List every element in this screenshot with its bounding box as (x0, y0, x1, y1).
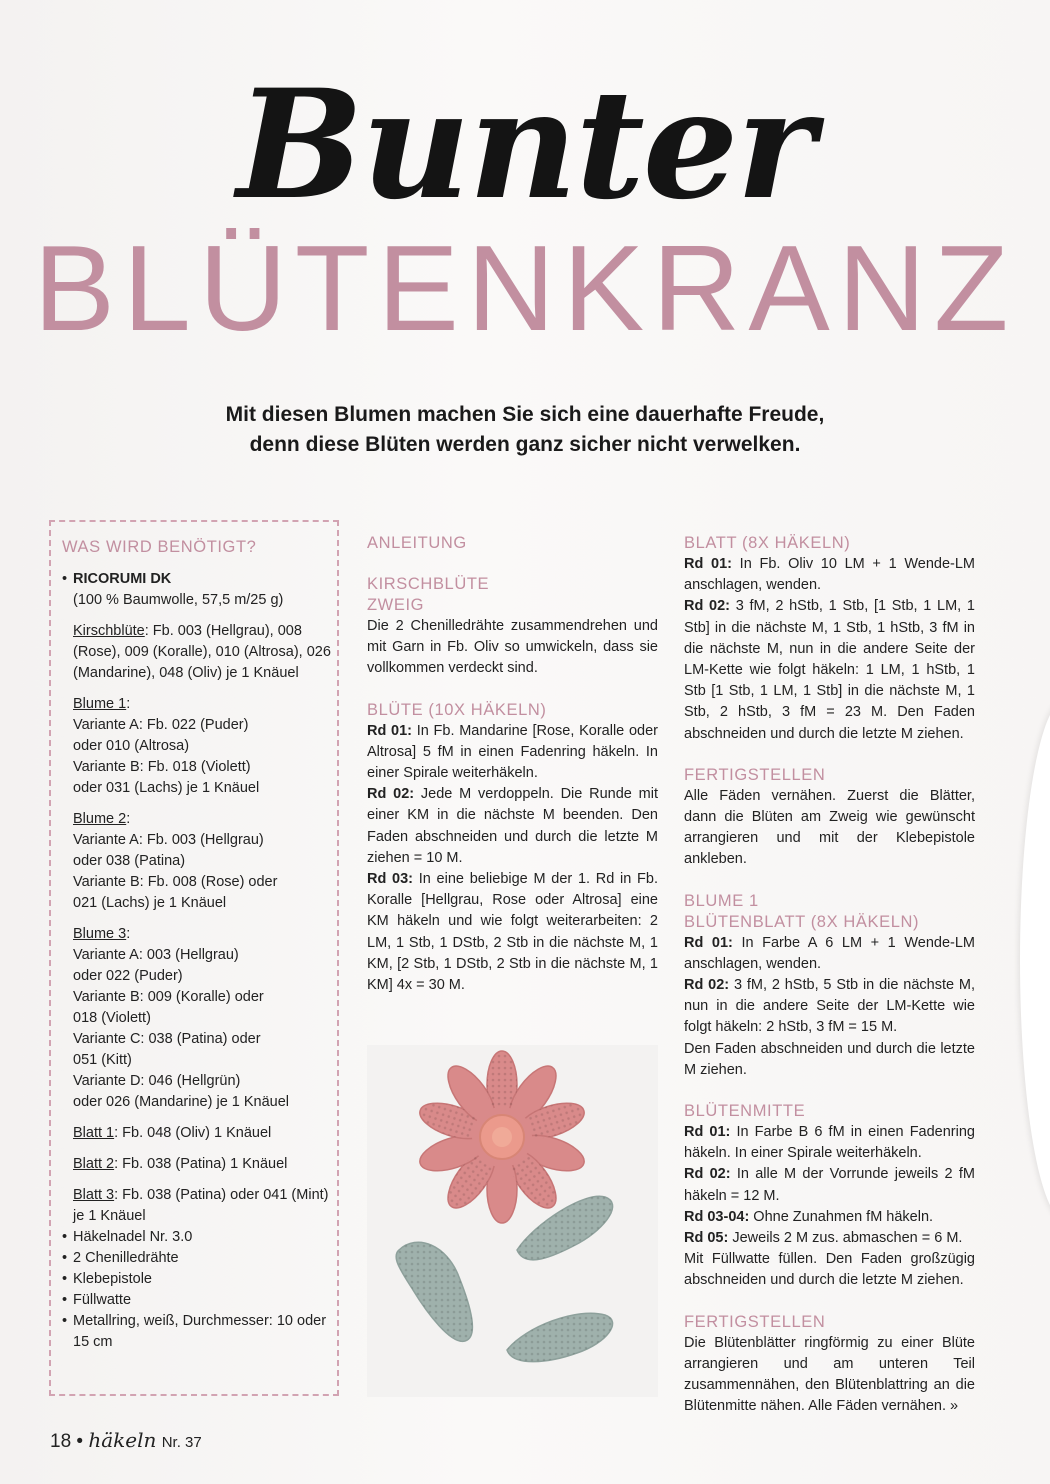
instructions-column-right (684, 533, 975, 1418)
blume3-label: Blume 3 (73, 926, 127, 942)
blatt2-text: : Fb. 038 (Patina) 1 Knäuel (114, 1156, 288, 1172)
materials-heading: WAS WIRD BENÖTIGT? (62, 538, 257, 556)
blume1-line: Variante B: Fb. 018 (Violett) (73, 759, 251, 775)
blatt3-label: Blatt 3 (73, 1187, 115, 1203)
materials-list (62, 569, 337, 1353)
round-02: Rd 02: Jede M verdoppeln. Die Runde mit einer KM in die nächste M beenden. Den Faden abschneiden und durch die letzte M ziehen = 10 M. (367, 786, 658, 866)
mitte-heading: BLÜTENMITTE (684, 1102, 806, 1121)
blume1-materials: Blume 1: Variante A: Fb. 022 (Puder) oder 010 (Altrosa) Variante B: Fb. 018 (Violett) oder 031 (Lachs) je 1 Knäuel (62, 694, 337, 799)
blume1-line: oder 031 (Lachs) je 1 Knäuel (73, 780, 260, 796)
kirsch-materials (62, 621, 337, 684)
round-03: Rd 03: In eine beliebige M der 1. Rd in Fb. Koralle [Hellgrau, Rose oder Altrosa] eine KM häkeln und wie folgt weiterarbeiten: 2 LM, 1 Stb, 1 DStb, 2 Stb in die nächste M, 1 KM, [2 Stb, 1 DStb, 2 Stb in die nächste M, 1 KM] 4x = 30 M. (367, 871, 658, 994)
plate-edge (1020, 700, 1050, 1220)
blume2-line: 021 (Lachs) je 1 Knäuel (73, 895, 227, 911)
blume1-line: oder 010 (Altrosa) (73, 738, 190, 754)
blatt-round-02: Rd 02: 3 fM, 2 hStb, 1 Stb, [1 Stb, 1 LM, 1 Stb] in die nächste M, 1 Stb, 1 hStb, 3 fM in die nächste M, nun in die andere Seite der LM-Kette wie folgt häkeln: 1 LM, 1 hStb, 1 Stb [1 Stb, 1 LM, 1 Stb] in die nächste M, 1 Stb, 2 hStb, 3 fM = 23 M. Den Faden abschneiden und durch die letzte M ziehen. (684, 598, 975, 742)
blume3-line: Variante D: 046 (Hellgrün) (73, 1073, 241, 1089)
blume3-line: Variante B: 009 (Koralle) oder (73, 989, 264, 1005)
blatt3-materials (62, 1185, 337, 1227)
instructions-column (367, 533, 658, 996)
materials-box (49, 520, 339, 1396)
intro-line-1: Mit diesen Blumen machen Sie sich eine dauerhafte Freude, (225, 403, 825, 426)
list-item: • Metallring, weiß, Durchmesser: 10 oder 15 cm (62, 1311, 337, 1353)
blume1-heading: BLUME 1 BLÜTENBLATT (8X HÄKELN) (684, 891, 920, 931)
blume2-line: Variante B: Fb. 008 (Rose) oder (73, 874, 278, 890)
blatt-round-01: Rd 01: In Fb. Oliv 10 LM + 1 Wende-LM anschlagen, wenden. (684, 556, 975, 594)
intro-text (100, 400, 950, 460)
flower-icon (416, 1051, 589, 1223)
zweig-text: Die 2 Chenilledrähte zusammendrehen und mit Garn in Fb. Oliv so umwickeln, dass sie vollkommen verdeckt sind. (367, 618, 658, 677)
blatt2-label: Blatt 2 (73, 1156, 115, 1172)
intro-line-2: denn diese Blüten werden ganz sicher nicht verwelken. (249, 433, 801, 456)
blume2-line: Variante A: Fb. 003 (Hellgrau) (73, 832, 264, 848)
kirsch-label: Kirschblüte (73, 623, 145, 639)
blume3-line: 051 (Kitt) (73, 1052, 132, 1068)
blume1-line: Variante A: Fb. 022 (Puder) (73, 717, 249, 733)
footer-bullet: • (76, 1431, 84, 1452)
blatt2-materials (62, 1154, 337, 1175)
mitte-end: Mit Füllwatte füllen. Den Faden großzügig abschneiden und durch die letzte M ziehen. (684, 1251, 975, 1289)
bb-end: Den Faden abschneiden und durch die letzte M ziehen. (684, 1040, 975, 1078)
page-title: BLÜTENKRANZ (33, 220, 1017, 356)
list-item: • Häkelnadel Nr. 3.0 (62, 1227, 337, 1248)
bb-round-01: Rd 01: In Farbe A 6 LM + 1 Wende-LM anschlagen, wenden. (684, 934, 975, 972)
title-script: Bunter (236, 57, 814, 233)
mitte-round-02: Rd 02: In alle M der Vorrunde jeweils 2 fM häkeln = 12 M. (684, 1166, 975, 1204)
blume3-line: Variante A: 003 (Hellgrau) (73, 947, 239, 963)
page-number: 18 (50, 1431, 72, 1452)
list-item: • 2 Chenilledrähte (62, 1248, 337, 1269)
blume3-line: 018 (Violett) (73, 1010, 151, 1026)
fertig-text: Alle Fäden vernähen. Zuerst die Blätter, dann die Blüten am Zweig wie gewünscht arrangieren und mit der Klebepistole ankleben. (684, 787, 975, 868)
blume1-label: Blume 1 (73, 696, 127, 712)
list-item (62, 569, 337, 590)
blatt3-text: : Fb. 038 (Patina) oder 041 (Mint) je 1 Knäuel (73, 1187, 329, 1224)
blume2-line: oder 038 (Patina) (73, 853, 186, 869)
blume2-materials: Blume 2: Variante A: Fb. 003 (Hellgrau) oder 038 (Patina) Variante B: Fb. 008 (Rose) oder 021 (Lachs) je 1 Knäuel (62, 809, 337, 914)
yarn-detail: (100 % Baumwolle, 57,5 m/25 g) (73, 592, 284, 608)
flower-and-leaves-image (367, 1045, 658, 1397)
list-item: • Klebepistole (62, 1269, 337, 1290)
list-item: • Füllwatte (62, 1290, 337, 1311)
mitte-round-0304: Rd 03-04: Ohne Zunahmen fM häkeln. (684, 1208, 934, 1225)
crochet-photo (367, 1045, 658, 1397)
magazine-name: häkeln (88, 1428, 157, 1452)
fertig2-heading: FERTIGSTELLEN (684, 1312, 826, 1331)
kirsch-heading: KIRSCHBLÜTE ZWEIG (367, 575, 490, 614)
blatt1-materials (62, 1123, 337, 1144)
mitte-round-01: Rd 01: In Farbe B 6 fM in einen Fadenring häkeln. In einer Spirale weiterhäkeln. (684, 1124, 975, 1162)
mitte-round-05: Rd 05: Jeweils 2 M zus. abmaschen = 6 M. (684, 1230, 963, 1247)
blume3-line: Variante C: 038 (Patina) oder (73, 1031, 261, 1047)
round-01: Rd 01: In Fb. Mandarine [Rose, Koralle oder Altrosa] 5 fM in einen Fadenring häkeln. In einer Spirale weiterhäkeln. (367, 722, 658, 782)
blatt1-text: : Fb. 048 (Oliv) 1 Knäuel (114, 1125, 272, 1141)
kirsch-text: : Fb. 003 (Hellgrau), 008 (Rose), 009 (Koralle), 010 (Altrosa), 026 (Mandarine), 048 (Oliv) je 1 Knäuel (73, 623, 331, 681)
bluete-heading: BLÜTE (10X HÄKELN) (367, 700, 547, 719)
blatt1-label: Blatt 1 (73, 1125, 115, 1141)
blume3-line: oder 026 (Mandarine) je 1 Knäuel (73, 1094, 290, 1110)
page-footer (50, 1428, 202, 1453)
bb-round-02: Rd 02: 3 fM, 2 hStb, 5 Stb in die nächste M, nun in die andere Seite der LM-Kette wie folgt häkeln: 2 hStb, 3 fM = 15 M. (684, 977, 975, 1036)
fertig2-text: Die Blütenblätter ringförmig zu einer Blüte arrangieren und am unteren Teil zusammennähen, den Blütenblattring an die Blütenmitte nähen. Alle Fäden vernähen. » (684, 1334, 975, 1415)
issue-number: Nr. 37 (161, 1434, 202, 1451)
blume3-materials: Blume 3: Variante A: 003 (Hellgrau) oder 022 (Puder) Variante B: 009 (Koralle) oder 018 (Violett) Variante C: 038 (Patina) oder 051 (Kitt) Variante D: 046 (Hellgrün) oder 026 (Mandarine) je 1 Knäuel (62, 924, 337, 1113)
fertig-heading: FERTIGSTELLEN (684, 765, 826, 784)
blatt-heading: BLATT (8X HÄKELN) (684, 534, 851, 552)
blume3-line: oder 022 (Puder) (73, 968, 183, 984)
anleitung-heading: ANLEITUNG (367, 534, 467, 552)
blume2-label: Blume 2 (73, 811, 127, 827)
yarn-name: RICORUMI DK (73, 571, 172, 587)
